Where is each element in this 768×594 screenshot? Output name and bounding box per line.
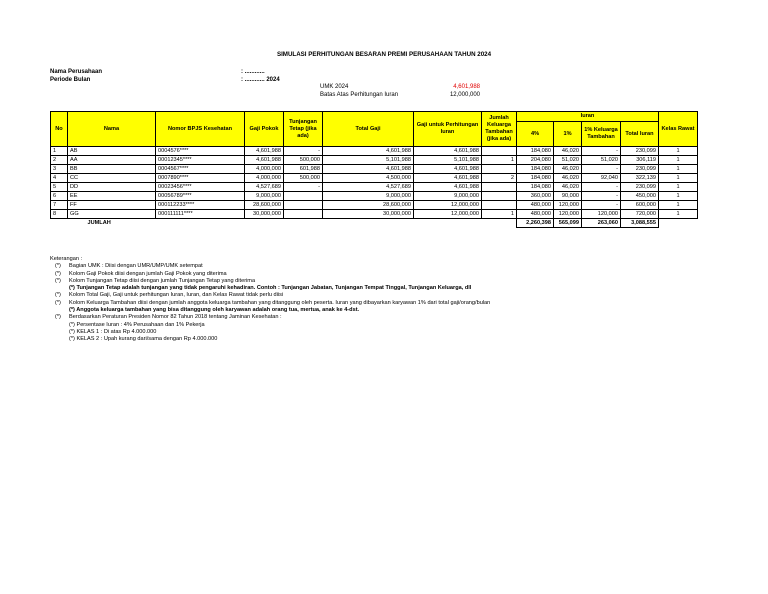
cell-tunjangan bbox=[284, 201, 323, 210]
cell-bpjs: 000112233**** bbox=[156, 201, 245, 210]
table-row bbox=[51, 174, 698, 183]
cell-bpjs: 0004567**** bbox=[156, 165, 245, 174]
total-empty-cell bbox=[156, 219, 245, 228]
header-total-iuran: Total Iuran bbox=[621, 122, 659, 147]
cell-gaji-pokok: 30,000,000 bbox=[245, 210, 284, 219]
cell-gaji-iuran: 12,000,000 bbox=[414, 201, 482, 210]
note-text: (*) KELAS 2 : Upah kurang dari/sama dengan Rp 4.000.000 bbox=[69, 336, 218, 343]
umk-value: 4,601,988 bbox=[453, 84, 480, 90]
cell-ik: - bbox=[582, 201, 621, 210]
page-title: SIMULASI PERHITUNGAN BESARAN PREMI PERUSAHAAN TAHUN 2024 bbox=[276, 51, 492, 58]
cell-i1: 120,000 bbox=[554, 210, 582, 219]
header-tunjangan: Tunjangan Tetap (jika ada) bbox=[284, 112, 323, 147]
cell-total: 230,099 bbox=[621, 165, 659, 174]
cell-gaji-iuran: 4,601,988 bbox=[414, 183, 482, 192]
cell-gaji-pokok: 4,601,988 bbox=[245, 147, 284, 156]
cell-keluarga bbox=[482, 192, 517, 201]
note-marker: (*) bbox=[55, 292, 61, 299]
cell-total: 230,099 bbox=[621, 183, 659, 192]
note-text: (*) Anggota keluarga tambahan yang bisa ditanggung oleh karyawan adalah orang tua, mertua, anak ke 4-dst. bbox=[69, 307, 360, 314]
cell-keluarga bbox=[482, 183, 517, 192]
note-text: (*) KELAS 1 : Di atas Rp 4.000.000 bbox=[69, 328, 157, 335]
cell-i1: 51,020 bbox=[554, 156, 582, 165]
limit-value: 12,000,000 bbox=[449, 92, 480, 98]
note-marker: (*) bbox=[55, 314, 61, 321]
cell-kelas: 1 bbox=[659, 183, 698, 192]
header-jumlah-keluarga: Jumlah Keluarga Tambahan (jika ada) bbox=[482, 112, 517, 147]
cell-ik: - bbox=[582, 165, 621, 174]
cell-total: 600,000 bbox=[621, 201, 659, 210]
cell-i1: 46,020 bbox=[554, 147, 582, 156]
note-text: Kolom Keluarga Tambahan diisi dengan jumlah anggota keluarga tambahan yang ditanggung oleh peserta. Iuran yang dibayarkan karyawan 1% dari total gaji/orang/bulan bbox=[69, 299, 491, 306]
note-marker: (*) bbox=[55, 263, 61, 270]
cell-total-gaji: 9,000,000 bbox=[323, 192, 414, 201]
total-empty-cell bbox=[323, 219, 414, 228]
header-iuran: Iuran bbox=[517, 112, 659, 122]
header-bpjs: Nomor BPJS Kesehatan bbox=[156, 112, 245, 147]
cell-nama: BB bbox=[68, 165, 156, 174]
cell-tunjangan: - bbox=[284, 147, 323, 156]
cell-i4: 184,080 bbox=[517, 183, 554, 192]
cell-bpjs: 00023456**** bbox=[156, 183, 245, 192]
header-iuran-keluarga: 1% Keluarga Tambahan bbox=[582, 122, 621, 147]
total-empty-cell bbox=[245, 219, 284, 228]
cell-nama: CC bbox=[68, 174, 156, 183]
cell-total: 230,099 bbox=[621, 147, 659, 156]
premium-table bbox=[50, 111, 698, 228]
table-row bbox=[51, 183, 698, 192]
cell-no: 5 bbox=[51, 183, 68, 192]
cell-bpjs: 0004576**** bbox=[156, 147, 245, 156]
period-label: Periode Bulan bbox=[50, 77, 91, 83]
cell-nama: GG bbox=[68, 210, 156, 219]
note-text: Kolom Gaji Pokok diisi dengan jumlah Gaji Pokok yang diterima bbox=[69, 270, 227, 277]
cell-i4: 184,080 bbox=[517, 165, 554, 174]
company-value: : ............ bbox=[241, 69, 265, 75]
cell-kelas: 1 bbox=[659, 174, 698, 183]
cell-gaji-pokok: 4,601,988 bbox=[245, 156, 284, 165]
cell-gaji-pokok: 4,000,000 bbox=[245, 174, 284, 183]
cell-kelas: 1 bbox=[659, 156, 698, 165]
company-label: Nama Perusahaan bbox=[50, 69, 103, 75]
header-iuran-4: 4% bbox=[517, 122, 554, 147]
cell-total-gaji: 4,601,988 bbox=[323, 147, 414, 156]
cell-ik: 92,040 bbox=[582, 174, 621, 183]
header-gaji-iuran: Gaji untuk Perhitungan Iuran bbox=[414, 112, 482, 147]
cell-total: 306,119 bbox=[621, 156, 659, 165]
table-body bbox=[51, 147, 698, 228]
total-ik: 263,060 bbox=[582, 219, 621, 228]
cell-gaji-iuran: 5,101,988 bbox=[414, 156, 482, 165]
header-total-gaji: Total Gaji bbox=[323, 112, 414, 147]
cell-keluarga bbox=[482, 201, 517, 210]
cell-i1: 46,020 bbox=[554, 165, 582, 174]
header-kelas: Kelas Rawat bbox=[659, 112, 698, 147]
total-i1: 565,099 bbox=[554, 219, 582, 228]
note-text: (*) Persentase Iuran : 4% Perusahaan dan 1% Pekerja bbox=[69, 321, 205, 328]
note-marker: (*) bbox=[55, 270, 61, 277]
table-row bbox=[51, 192, 698, 201]
total-empty-cell bbox=[414, 219, 482, 228]
table-row bbox=[51, 210, 698, 219]
cell-i4: 184,080 bbox=[517, 147, 554, 156]
cell-keluarga bbox=[482, 147, 517, 156]
cell-keluarga: 1 bbox=[482, 156, 517, 165]
cell-no: 7 bbox=[51, 201, 68, 210]
total-row bbox=[51, 219, 698, 228]
header-nama: Nama bbox=[68, 112, 156, 147]
cell-gaji-pokok: 4,527,689 bbox=[245, 183, 284, 192]
header-iuran-1: 1% bbox=[554, 122, 582, 147]
cell-total: 322,139 bbox=[621, 174, 659, 183]
cell-i4: 360,000 bbox=[517, 192, 554, 201]
cell-kelas: 1 bbox=[659, 210, 698, 219]
cell-tunjangan: 500,000 bbox=[284, 156, 323, 165]
table-row bbox=[51, 165, 698, 174]
cell-ik: - bbox=[582, 183, 621, 192]
cell-no: 1 bbox=[51, 147, 68, 156]
total-empty-cell bbox=[51, 219, 68, 228]
cell-nama: AB bbox=[68, 147, 156, 156]
cell-total-gaji: 4,527,689 bbox=[323, 183, 414, 192]
note-text: Berdasarkan Peraturan Presiden Nomor 82 Tahun 2018 tentang Jaminan Kesehatan : bbox=[69, 314, 282, 321]
note-text: Kolom Tunjangan Tetap diisi dengan jumlah Tunjangan Tetap yang diterima bbox=[69, 277, 256, 284]
cell-i4: 480,000 bbox=[517, 201, 554, 210]
cell-bpjs: 0007890**** bbox=[156, 174, 245, 183]
cell-no: 3 bbox=[51, 165, 68, 174]
cell-nama: AA bbox=[68, 156, 156, 165]
cell-i4: 184,080 bbox=[517, 174, 554, 183]
cell-gaji-iuran: 4,601,988 bbox=[414, 165, 482, 174]
table-row bbox=[51, 156, 698, 165]
cell-kelas: 1 bbox=[659, 165, 698, 174]
cell-no: 4 bbox=[51, 174, 68, 183]
cell-tunjangan bbox=[284, 210, 323, 219]
cell-i1: 90,000 bbox=[554, 192, 582, 201]
cell-keluarga bbox=[482, 165, 517, 174]
cell-i4: 480,000 bbox=[517, 210, 554, 219]
note-marker: (*) bbox=[55, 299, 61, 306]
cell-total: 720,000 bbox=[621, 210, 659, 219]
cell-bpjs: 00012345**** bbox=[156, 156, 245, 165]
cell-total-gaji: 30,000,000 bbox=[323, 210, 414, 219]
cell-total-gaji: 5,101,988 bbox=[323, 156, 414, 165]
cell-i1: 46,020 bbox=[554, 174, 582, 183]
cell-keluarga: 2 bbox=[482, 174, 517, 183]
cell-total-gaji: 4,601,988 bbox=[323, 165, 414, 174]
cell-gaji-iuran: 4,601,988 bbox=[414, 174, 482, 183]
cell-i1: 120,000 bbox=[554, 201, 582, 210]
table-row bbox=[51, 147, 698, 156]
limit-label: Batas Atas Perhitungan Iuran bbox=[320, 92, 399, 98]
cell-gaji-iuran: 4,601,988 bbox=[414, 147, 482, 156]
cell-gaji-iuran: 12,000,000 bbox=[414, 210, 482, 219]
cell-total: 450,000 bbox=[621, 192, 659, 201]
cell-i4: 204,080 bbox=[517, 156, 554, 165]
cell-ik: - bbox=[582, 192, 621, 201]
cell-nama: FF bbox=[68, 201, 156, 210]
cell-kelas: 1 bbox=[659, 147, 698, 156]
umk-label: UMK 2024 bbox=[320, 84, 349, 90]
cell-no: 2 bbox=[51, 156, 68, 165]
total-i4: 2,260,398 bbox=[517, 219, 554, 228]
cell-ik: 120,000 bbox=[582, 210, 621, 219]
cell-no: 8 bbox=[51, 210, 68, 219]
total-label: JUMLAH bbox=[87, 220, 111, 227]
table-row bbox=[51, 201, 698, 210]
cell-gaji-pokok: 9,000,000 bbox=[245, 192, 284, 201]
total-empty-cell bbox=[284, 219, 323, 228]
header-no: No bbox=[51, 112, 68, 147]
cell-tunjangan: - bbox=[284, 183, 323, 192]
cell-kelas: 1 bbox=[659, 192, 698, 201]
cell-ik: 51,020 bbox=[582, 156, 621, 165]
cell-gaji-iuran: 9,000,000 bbox=[414, 192, 482, 201]
cell-tunjangan: 601,988 bbox=[284, 165, 323, 174]
cell-no: 6 bbox=[51, 192, 68, 201]
total-empty-cell bbox=[659, 219, 698, 228]
cell-nama: EE bbox=[68, 192, 156, 201]
total-total: 3,088,555 bbox=[621, 219, 659, 228]
note-text: Kolom Total Gaji, Gaji untuk perhitungan Iuran, Iuran, dan Kelas Rawat tidak perlu diisi bbox=[69, 292, 284, 299]
cell-kelas: 1 bbox=[659, 201, 698, 210]
cell-tunjangan: 500,000 bbox=[284, 174, 323, 183]
total-empty-cell bbox=[482, 219, 517, 228]
header-gaji-pokok: Gaji Pokok bbox=[245, 112, 284, 147]
cell-bpjs: 000111111**** bbox=[156, 210, 245, 219]
cell-total-gaji: 28,600,000 bbox=[323, 201, 414, 210]
cell-nama: DD bbox=[68, 183, 156, 192]
period-value: : ............ 2024 bbox=[241, 77, 280, 83]
cell-bpjs: 00056789**** bbox=[156, 192, 245, 201]
cell-gaji-pokok: 28,600,000 bbox=[245, 201, 284, 210]
note-marker: (*) bbox=[55, 277, 61, 284]
cell-total-gaji: 4,500,000 bbox=[323, 174, 414, 183]
note-text: Bagian UMK : Diisi dengan UMR/UMP/UMK setempat bbox=[69, 263, 203, 270]
cell-tunjangan bbox=[284, 192, 323, 201]
cell-gaji-pokok: 4,000,000 bbox=[245, 165, 284, 174]
cell-keluarga: 1 bbox=[482, 210, 517, 219]
note-text: (*) Tunjangan Tetap adalah tunjangan yang tidak pengaruhi kehadiran. Contoh : Tunjangan Jabatan, Tunjangan Tempat Tinggal, Tunjangan Keluarga, dll bbox=[69, 285, 472, 292]
cell-ik: - bbox=[582, 147, 621, 156]
cell-i1: 46,020 bbox=[554, 183, 582, 192]
